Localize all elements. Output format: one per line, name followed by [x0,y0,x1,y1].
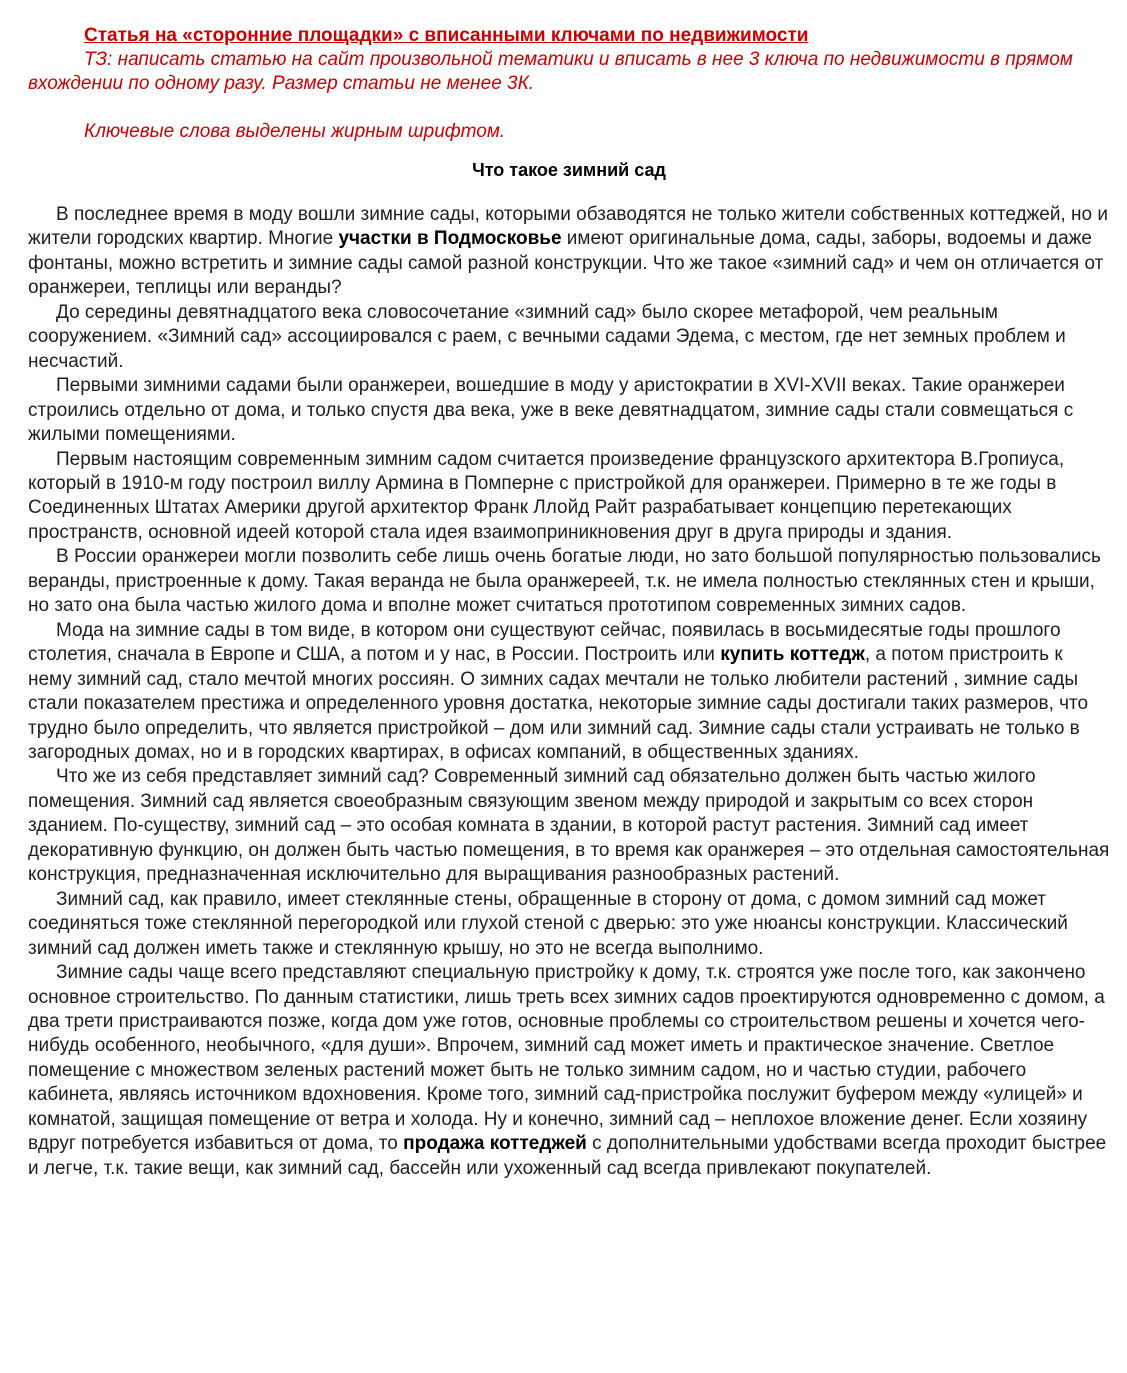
task-description: ТЗ: написать статью на сайт произвольной тематики и вписать в нее 3 ключа по недвижимости в прямом вхождении по одному разу. Размер статьи не менее 3К. [28,49,1073,94]
document-page [28,24,1110,1181]
paragraph-6-text-b: , а потом пристроить к нему зимний сад, стало мечтой многих россиян. О зимних садах мечтали не только любители растений , зимние сады стали показателем престижа и определенного уровня достатка, некоторые зимние сады достигали таких размеров, что трудно было определить, что является пристройкой – дом или зимний сад. Зимние сады стали устраивать не только в загородных домах, но и в городских квартирах, в офисах компаний, в общественных зданиях. [28,644,1089,763]
header-title: Статья на «сторонние площадки» с вписанными ключами по недвижимости [84,25,809,46]
keyword-plots-moscow-region: участки в Подмосковье [338,228,562,250]
paragraph-6-text-a: Мода на зимние сады в том виде, в котором они существуют сейчас, появилась в восьмидесятые годы прошлого столетия, сначала в Европе и США, а потом и у нас, в России. Построить или [28,619,1061,666]
keywords-note: Ключевые слова выделены жирным шрифтом. [84,121,506,142]
keyword-buy-cottage: купить коттедж [720,644,865,666]
paragraph-8: Зимний сад, как правило, имеет стеклянные стены, обращенные в сторону от дома, с домом зимний сад может соединяться тоже стеклянной перегородкой или глухой стеной с дверью: это уже нюансы конструкции. Классический зимний сад должен иметь также и стеклянную крышу, но это не всегда выполнимо. [28,888,1068,959]
keyword-cottage-sales: продажа коттеджей [403,1133,587,1155]
paragraph-2: До середины девятнадцатого века словосочетание «зимний сад» было скорее метафорой, чем реальным сооружением. «Зимний сад» ассоциировался с раем, с вечными садами Эдема, с местом, где нет земных проблем и несчастий. [28,301,1066,372]
paragraph-9-text-a: Зимние сады чаще всего представляют специальную пристройку к дому, т.к. строятся уже после того, как закончено основное строительство. По данным статистики, лишь треть всех зимних садов проектируются одновременно с домом, а два трети пристраиваются позже, когда дом уже готов, основные проблемы со строительством решены и хочется чего-нибудь особенного, необычного, «для души». Впрочем, зимний сад может иметь и практическое значение. Светлое помещение с множеством зеленых растений может быть не только зимним садом, но и частью студии, рабочего кабинета, являясь источником вдохновения. Кроме того, зимний сад-пристройка послужит буфером между «улицей» и комнатой, защищая помещение от ветра и холода. Ну и конечно, зимний сад – неплохое вложение денег. Если хозяину вдруг потребуется избавиться от дома, то [28,962,1105,1155]
paragraph-7: Что же из себя представляет зимний сад? Современный зимний сад обязательно должен быть частью жилого помещения. Зимний сад является своеобразным связующим звеном между природой и закрытым со всех сторон зданием. По-существу, зимний сад – это особая комната в здании, в которой растут растения. Зимний сад имеет декоративную функцию, он должен быть частью помещения, в то время как оранжерея – это отдельная самостоятельная конструкция, предназначенная исключительно для выращивания разнообразных растений. [28,766,1110,886]
paragraph-1-text-a: В последнее время в моду вошли зимние сады, которыми обзаводятся не только жители собственных коттеджей, но и жители городских квартир. Многие [28,204,1108,250]
paragraph-9-text-b: с дополнительными удобствами всегда проходит быстрее и легче, т.к. такие вещи, как зимний сад, бассейн или ухоженный сад всегда привлекают покупателей. [28,1133,1107,1179]
paragraph-4: Первым настоящим современным зимним садом считается произведение французского архитектора В.Гропиуса, который в 1910-м году построил виллу Армина в Помперне с пристройкой для оранжереи. Примерно в те же годы в Соединенных Штатах Америки другой архитектор Франк Ллойд Райт разрабатывает концепцию перетекающих пространств, основной идеей которой стала идея взаимоприникновения друг в друга природы и здания. [28,448,1065,543]
article-body [28,203,1110,1181]
paragraph-5: В России оранжереи могли позволить себе лишь очень богатые люди, но зато большой популярностью пользовались веранды, пристроенные к дому. Такая веранда не была оранжереей, т.к. не имела полностью стеклянных стен и крыши, но зато она была частью жилого дома и вполне может считаться прототипом современных зимних садов. [28,546,1101,617]
paragraph-6 [28,619,1110,766]
article-title: Что такое зимний сад [472,160,666,180]
paragraph-1-text-b: имеют оригинальные дома, сады, заборы, водоемы и даже фонтаны, можно встретить и зимние сады самой разной конструкции. Что же такое «зимний сад» и чем он отличается от оранжереи, теплицы или веранды? [28,228,1104,299]
paragraph-9 [28,961,1110,1181]
paragraph-1 [28,203,1110,301]
paragraph-3: Первыми зимними садами были оранжереи, вошедшие в моду у аристократии в XVI-XVII веках. Такие оранжереи строились отдельно от дома, и только спустя два века, уже в веке девятнадцатом, зимние сады стали совмещаться с жилыми помещениями. [28,375,1074,446]
